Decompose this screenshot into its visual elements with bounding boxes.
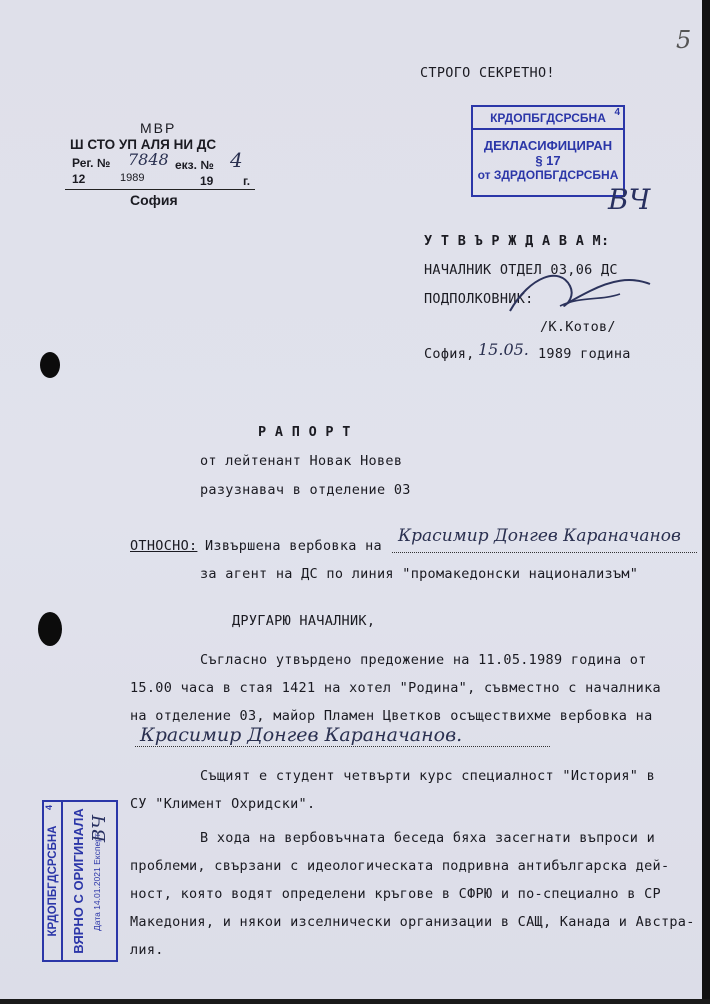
stamp-header-text: КРДОПБГДСРСБНА [490,111,606,125]
scan-edge-bottom [0,999,710,1004]
classification-label: СТРОГО СЕКРЕТНО! [420,65,555,81]
registry-stamp [60,120,280,210]
stamp-header-num: 4 [614,107,620,118]
body-p3-line5: лия. [130,942,164,958]
report-from: от лейтенант Новак Новев [200,453,403,469]
stamp-line3: от ЗДРДОПБГДСРСБНА [477,168,619,182]
body-p1-line2: 15.00 часа в стая 1421 на хотел "Родина", съвместно с началника [130,680,661,696]
subject-text: Извършена вербовка на [205,538,382,554]
registry-reg-label: Рег. № [72,156,111,170]
approval-place: София, [424,346,475,362]
registry-date-line [60,172,260,190]
registry-city: София [130,192,178,208]
punch-hole-bottom [38,612,62,646]
stamp-initials: ВЧ [608,183,651,216]
registry-copy-number: 4 [230,148,243,172]
registry-reg-number: 7848 [128,150,169,169]
body-p3-line1: В хода на вербовъчната беседа бяха засегнати въпроси и [200,830,656,846]
body-p1-line3: на отделение 03, майор Пламен Цветков осъществихме вербовка на [130,708,653,724]
approval-title: У Т В Ъ Р Ж Д А В А М: [424,233,610,249]
punch-hole-top [40,352,60,378]
scan-edge-right [702,0,710,1004]
stamp-line1: ДЕКЛАСИФИЦИРАН [483,138,613,153]
declassification-stamp [471,105,625,197]
body-p1-line1: Съгласно утвърдено предожение на 11.05.1989 година от [200,652,647,668]
registry-date: 12 [72,172,86,186]
body-p2-line2: СУ "Климент Охридски". [130,796,316,812]
approval-name: /К.Котов/ [540,319,616,335]
report-title: Р А П О Р Т [258,424,351,440]
approval-rank: ПОДПОЛКОВНИК: [424,291,534,307]
body-p2-line1: Същият е студент четвърти курс специалност "История" в [200,768,656,784]
verified-stamp-initials: ВЧ [89,814,111,843]
approval-year: 1989 година [538,346,631,362]
verified-stamp-header-text: КРДОПБГДСРСБНА [47,825,59,937]
subject-name-hand: Красимир Донгев Караначанов [398,526,681,546]
body-p3-line3: ност, която водят определени кръгове в СФРЮ и по-специално в СР [130,886,661,902]
registry-date-underline [65,189,255,190]
body-p3-line2: проблеми, свързани с идеологическата подривна антибългарска дей- [130,858,670,874]
registry-org: МВР [140,120,177,136]
approval-position: НАЧАЛНИК ОТДЕЛ 03,06 ДС [424,262,618,278]
registry-year-suffix: г. [243,174,251,188]
salutation: ДРУГАРЮ НАЧАЛНИК, [232,613,376,629]
verified-stamp-line3: Дата 14.01.2021 Експерт: [92,831,102,931]
registry-dept: Ш СТО УП АЛЯ НИ ДС [70,137,217,152]
stamp-header [473,107,623,130]
body-name-hand: Красимир Донгев Караначанов. [140,724,463,746]
approval-signature [500,256,660,326]
body-name-dots [135,746,550,747]
verified-stamp-line2: ВЯРНО С ОРИГИНАЛА [71,808,86,954]
registry-year-prefix: 19 [200,174,214,188]
approval-date-hand: 15.05. [478,340,529,359]
subject-line2: за агент на ДС по линия "промакедонски национализъм" [200,566,639,582]
body-p3-line4: Македония, и някои изселнически организации в САЩ, Канада и Австра- [130,914,695,930]
stamp-line2: § 17 [535,153,561,168]
subject-label: ОТНОСНО: [130,538,198,554]
subject-name-dots [392,552,697,553]
verified-stamp-header [44,802,63,960]
report-position: разузнавач в отделение 03 [200,482,411,498]
registry-copy-label: екз. № [175,158,214,172]
verified-stamp-num: 4 [44,805,54,811]
page-number: 5 [676,26,692,54]
registry-date-year: 1989 [120,172,145,184]
